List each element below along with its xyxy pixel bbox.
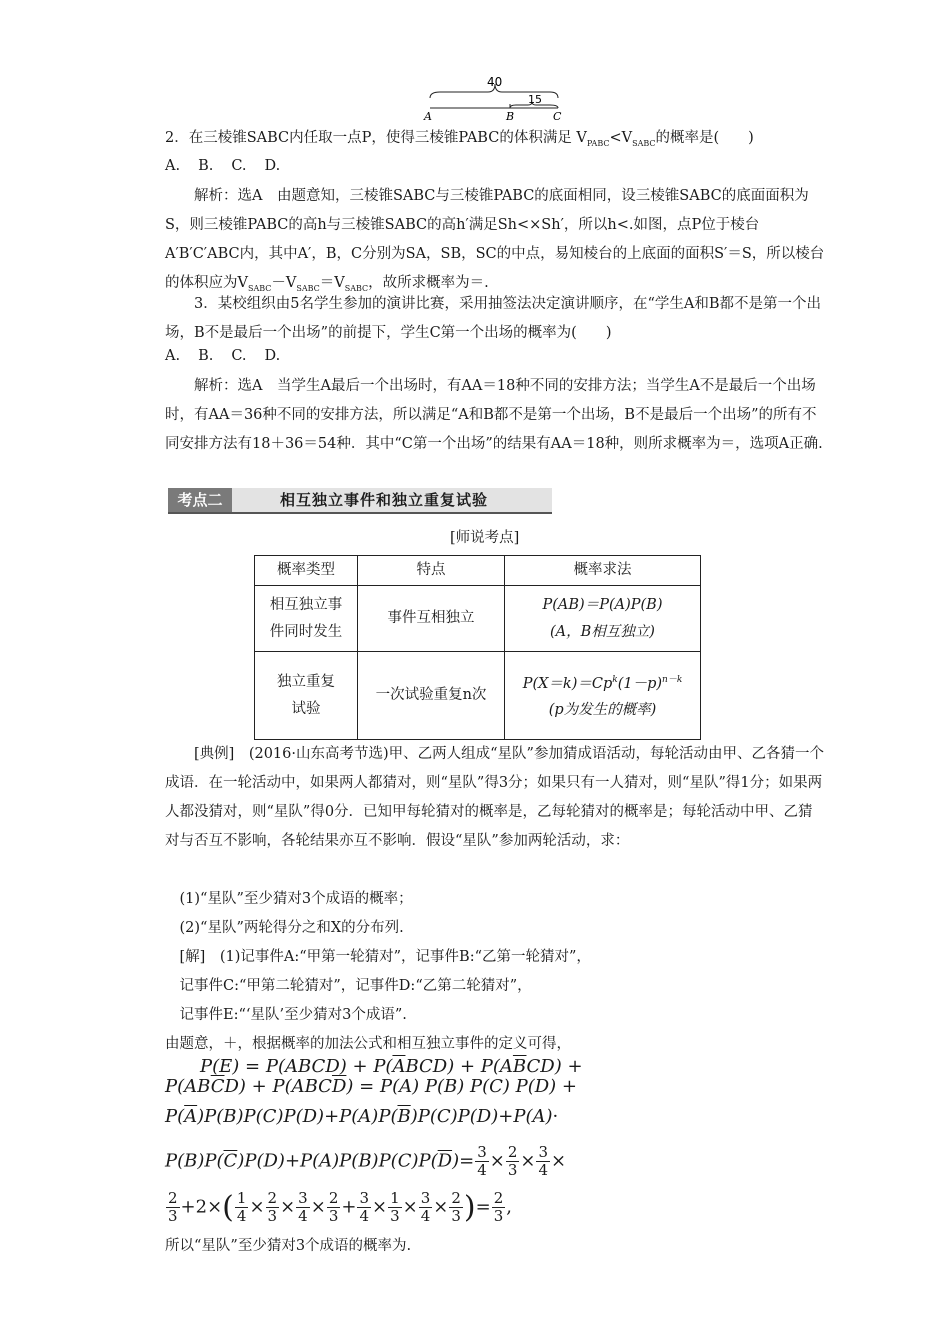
section-tag: 考点二	[168, 488, 232, 512]
q3-options: A. B. C. D.	[165, 348, 281, 364]
probability-table	[254, 555, 701, 740]
th-type: 概率类型	[255, 556, 358, 586]
table-row: 独立重复 试验 一次试验重复n次 $P(X=k)=Cp^k(1-p)^{n-k}$ (p为发生的概率)	[255, 652, 701, 740]
point-b: B	[506, 110, 515, 122]
q2-stem: 2．在三棱锥SABC内任取一点P，使得三棱锥PABC的体积满足 $V_{PABC}<V_{SABC}$的概率是( )	[165, 130, 754, 148]
point-c: C	[553, 110, 562, 122]
conclusion: 所以“星队”至少猜对3个成语的概率为.	[165, 1238, 412, 1254]
q2-options: A. B. C. D.	[165, 158, 281, 174]
formula-line-5: $\frac{2}{3}$ +2×( $\frac{1}{4}$ × $\frac{2}{3}$ × $\frac{3}{4}$ × $\frac{2}{3}$ + $\frac{3}{4}$ × $\frac{1}{3}$ × $\frac{3}{4}$ × $\frac{2}{3}$ )= $\frac{2}{3}$ ,	[168, 1189, 513, 1225]
solution-line-1: [解] (1)记事件A:“甲第一轮猜对”，记事件B:“乙第一轮猜对”，	[179, 949, 591, 965]
solution-line-4: 由题意，＋，根据概率的加法公式和相互独立事件的定义可得，	[165, 1036, 571, 1052]
th-method: 概率求法	[505, 556, 701, 586]
label-40: 40	[487, 75, 503, 89]
formula-line-2: $P(AB\overline{C}D) + P(ABC\overline{D}) = P(A)$ P(B) P(C) P(D) +	[165, 1076, 578, 1097]
solution-line-3: 记事件E:“‘星队’至少猜对3个成语”.	[179, 1007, 407, 1023]
solution-line-2: 记事件C:“甲第二轮猜对”，记事件D:“乙第二轮猜对”，	[179, 978, 532, 994]
example-q1: (1)“星队”至少猜对3个成语的概率；	[179, 891, 413, 907]
q2-solution: 解析：选A 由题意知，三棱锥SABC与三棱锥PABC的底面相同，设三棱锥SABC的底面面积为S，则三棱锥PABC的高h与三棱锥SABC的高h′满足Sh<×Sh′，所以h<.如图，点P位于棱台A′B′C′ABC内，其中A′，B，C分别为SA，SB，SC的中点，易知棱台的上底面的面积S′＝S，所以棱台的体积应为$V_{SABC}-V_{SABC}=V_{SABC}$，故所求概率为＝.	[165, 188, 825, 293]
q3-solution: 解析：选A 当学生A最后一个出场时，有AA＝18种不同的安排方法；当学生A不是最后一个出场时，有AA＝36种不同的安排方法，所以满足“A和B都不是第一个出场，B不是最后一个出场”的所有不同安排方法有18＋36＝54种．其中“C第一个出场”的结果有AA＝18种，则所求概率为＝，选项A正确.	[165, 378, 823, 452]
segment-diagram	[420, 72, 570, 122]
teacher-note: [师说考点]	[450, 530, 520, 546]
q3-stem: 3．某校组织由5名学生参加的演讲比赛，采用抽签法决定演讲顺序，在“学生A和B都不是第一个出场，B不是最后一个出场”的前提下，学生C第一个出场的概率为( )	[165, 296, 821, 341]
point-a: A	[424, 110, 432, 122]
formula-line-3: $P(\overline{A})P(B)P(C)P(D)+P(A)P(\overline{B})P(C)P(D)+P(A)\cdot$	[165, 1106, 559, 1127]
example-q2: (2)“星队”两轮得分之和X的分布列.	[179, 920, 404, 936]
example-text: [典例] (2016·山东高考节选)甲、乙两人组成“星队”参加猜成语活动，每轮活动由甲、乙各猜一个成语．在一轮活动中，如果两人都猜对，则“星队”得3分；如果只有一人猜对，则“星队”得1分；如果两人都没猜对，则“星队”得0分．已知甲每轮猜对的概率是，乙每轮猜对的概率是；每轮活动中甲、乙猜对与否互不影响，各轮结果亦互不影响．假设“星队”参加两轮活动，求：	[165, 746, 824, 849]
formula-line-4: $P(B)P(\overline{C})P(D)+P(A)P(B)P(C)P(\overline{D})=$ $\frac{3}{4}$ × $\frac{2}{3}$ × $\frac{3}{4}$ ×	[165, 1143, 567, 1179]
section-title: 相互独立事件和独立重复试验	[280, 491, 489, 509]
table-row: 相互独立事 件同时发生 事件互相独立 P(AB)＝P(A)P(B) (A，B相互独立)	[255, 586, 701, 652]
th-feature: 特点	[358, 556, 505, 586]
formula-line-1: P(E) = P(ABCD) + $P(\overline{A}BCD) + P(A\overline{B}CD)$ +	[200, 1056, 583, 1077]
label-15: 15	[528, 93, 542, 106]
